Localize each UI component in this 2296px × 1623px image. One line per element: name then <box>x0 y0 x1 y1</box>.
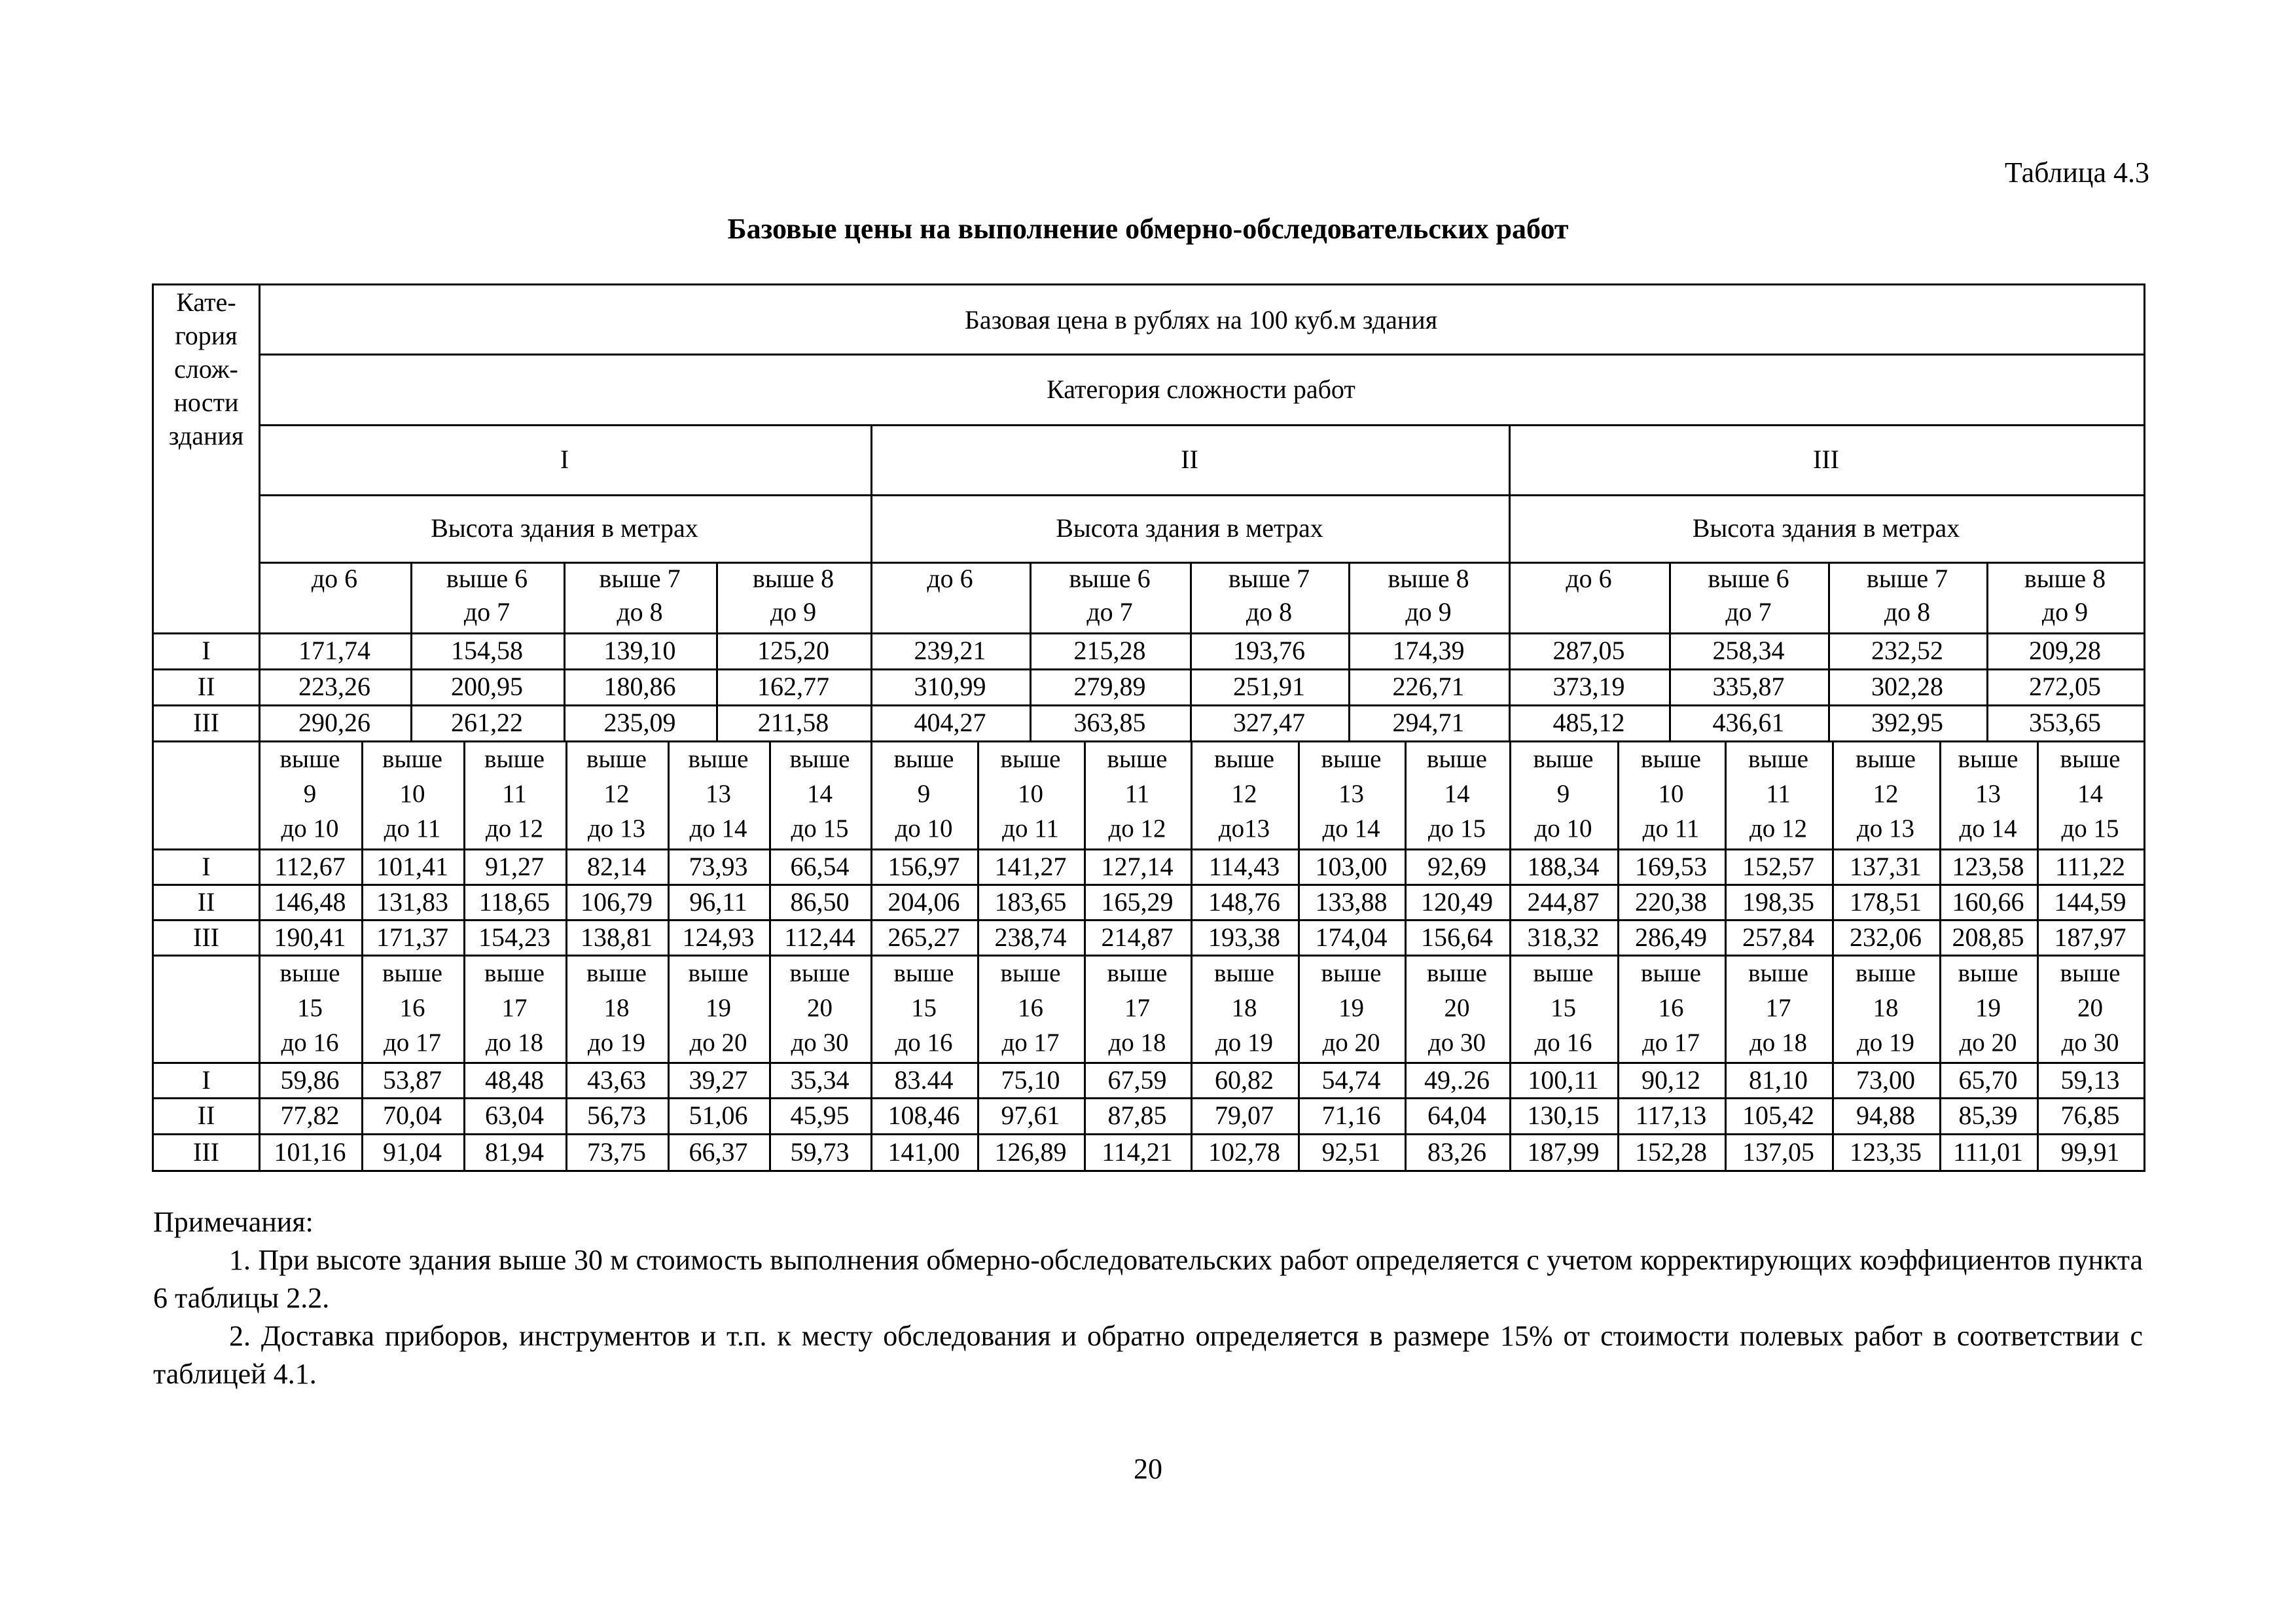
height-range-header: выше 8 до 9 <box>1348 562 1511 634</box>
price-cell: 120,49 <box>1405 884 1511 921</box>
price-cell: 214,87 <box>1084 919 1193 957</box>
price-cell: 148,76 <box>1191 884 1300 921</box>
price-cell: 73,75 <box>565 1133 670 1172</box>
price-cell: 103,00 <box>1298 848 1407 886</box>
base-price-header: Базовая цена в рублях на 100 куб.м здания <box>259 283 2145 356</box>
height-range-header: выше 11 до 12 <box>463 740 567 850</box>
price-cell: 130,15 <box>1509 1097 1619 1135</box>
price-cell: 290,26 <box>259 704 412 742</box>
height-range-header: выше 13 до 14 <box>668 740 771 850</box>
price-cell: 209,28 <box>1986 632 2145 670</box>
row-label: II <box>152 884 260 921</box>
price-cell: 208,85 <box>1939 919 2039 957</box>
price-cell: 49,.26 <box>1405 1062 1511 1099</box>
price-cell: 45,95 <box>769 1097 872 1135</box>
price-cell: 183,65 <box>977 884 1086 921</box>
height-range-header: выше 17 до 18 <box>463 955 567 1064</box>
price-cell: 90,12 <box>1617 1062 1727 1099</box>
height-range-header: выше 16 до 17 <box>361 955 465 1064</box>
price-cell: 272,05 <box>1986 668 2145 706</box>
price-cell: 79,07 <box>1191 1097 1300 1135</box>
price-cell: 294,71 <box>1348 704 1511 742</box>
work-category-1: I <box>259 424 872 496</box>
height-range-header: выше 14 до 15 <box>1405 740 1511 850</box>
price-cell: 73,00 <box>1832 1062 1941 1099</box>
height-range-header: выше 15 до 16 <box>870 955 979 1064</box>
work-category-header: Категория сложности работ <box>259 354 2145 426</box>
height-range-header: выше 20 до 30 <box>769 955 872 1064</box>
price-cell: 114,21 <box>1084 1133 1193 1172</box>
price-cell: 187,99 <box>1509 1133 1619 1172</box>
height-range-header: выше 7 до 8 <box>1828 562 1988 634</box>
price-cell: 127,14 <box>1084 848 1193 886</box>
price-cell: 91,04 <box>361 1133 465 1172</box>
height-range-header: до 6 <box>870 562 1031 634</box>
price-cell: 48,48 <box>463 1062 567 1099</box>
price-cell: 244,87 <box>1509 884 1619 921</box>
height-range-header: выше 18 до 19 <box>1832 955 1941 1064</box>
price-cell: 187,97 <box>2037 919 2145 957</box>
height-range-header: выше 16 до 17 <box>1617 955 1727 1064</box>
price-cell: 162,77 <box>716 668 872 706</box>
height-range-header: выше 8 до 9 <box>1986 562 2145 634</box>
price-cell: 160,66 <box>1939 884 2039 921</box>
price-cell: 318,32 <box>1509 919 1619 957</box>
price-cell: 53,87 <box>361 1062 465 1099</box>
height-range-header: выше 14 до 15 <box>2037 740 2145 850</box>
price-cell: 97,61 <box>977 1097 1086 1135</box>
table-title: Базовые цены на выполнение обмерно-обследовательских работ <box>727 213 1569 245</box>
price-cell: 436,61 <box>1669 704 1830 742</box>
price-cell: 239,21 <box>870 632 1031 670</box>
price-cell: 258,34 <box>1669 632 1830 670</box>
price-cell: 39,27 <box>668 1062 771 1099</box>
page-number: 20 <box>1134 1453 1162 1485</box>
price-cell: 133,88 <box>1298 884 1407 921</box>
price-cell: 198,35 <box>1725 884 1834 921</box>
price-cell: 105,42 <box>1725 1097 1834 1135</box>
height-range-header: выше 7 до 8 <box>564 562 718 634</box>
price-cell: 102,78 <box>1191 1133 1300 1172</box>
height-range-header: выше 11 до 12 <box>1084 740 1193 850</box>
height-range-header: выше 10 до 11 <box>1617 740 1727 850</box>
price-cell: 86,50 <box>769 884 872 921</box>
row-label: III <box>152 704 260 742</box>
height-range-header: выше 12 до 13 <box>565 740 670 850</box>
row-label: III <box>152 919 260 957</box>
row-label: I <box>152 632 260 670</box>
price-cell: 87,85 <box>1084 1097 1193 1135</box>
price-cell: 67,59 <box>1084 1062 1193 1099</box>
price-cell: 81,94 <box>463 1133 567 1172</box>
price-cell: 180,86 <box>564 668 718 706</box>
row-label: II <box>152 1097 260 1135</box>
price-cell: 91,27 <box>463 848 567 886</box>
row-header-empty <box>152 740 260 850</box>
row-header-building-category: Кате- гория слож- ности здания <box>152 283 260 634</box>
height-range-header: выше 18 до 19 <box>1191 955 1300 1064</box>
price-cell: 117,13 <box>1617 1097 1727 1135</box>
price-cell: 111,01 <box>1939 1133 2039 1172</box>
price-cell: 63,04 <box>463 1097 567 1135</box>
price-cell: 373,19 <box>1509 668 1671 706</box>
height-range-header: выше 18 до 19 <box>565 955 670 1064</box>
price-cell: 112,67 <box>259 848 363 886</box>
price-cell: 279,89 <box>1030 668 1192 706</box>
price-cell: 146,48 <box>259 884 363 921</box>
price-cell: 126,89 <box>977 1133 1086 1172</box>
price-cell: 257,84 <box>1725 919 1834 957</box>
price-cell: 327,47 <box>1190 704 1350 742</box>
price-cell: 101,16 <box>259 1133 363 1172</box>
price-cell: 154,23 <box>463 919 567 957</box>
price-cell: 66,37 <box>668 1133 771 1172</box>
price-cell: 220,38 <box>1617 884 1727 921</box>
price-cell: 193,38 <box>1191 919 1300 957</box>
price-cell: 232,06 <box>1832 919 1941 957</box>
height-range-header: выше 9 до 10 <box>259 740 363 850</box>
notes <box>153 1203 2143 1393</box>
height-header: Высота здания в метрах <box>870 494 1511 564</box>
price-cell: 335,87 <box>1669 668 1830 706</box>
work-category-2: II <box>870 424 1511 496</box>
price-table <box>152 283 2144 1174</box>
price-cell: 235,09 <box>564 704 718 742</box>
price-cell: 131,83 <box>361 884 465 921</box>
price-cell: 261,22 <box>410 704 565 742</box>
price-cell: 193,76 <box>1190 632 1350 670</box>
price-cell: 141,00 <box>870 1133 979 1172</box>
price-cell: 144,59 <box>2037 884 2145 921</box>
height-range-header: выше 20 до 30 <box>1405 955 1511 1064</box>
height-range-header: выше 13 до 14 <box>1298 740 1407 850</box>
height-range-header: выше 6 до 7 <box>1030 562 1192 634</box>
height-range-header: выше 17 до 18 <box>1725 955 1834 1064</box>
price-cell: 138,81 <box>565 919 670 957</box>
height-range-header: выше 13 до 14 <box>1939 740 2039 850</box>
price-cell: 141,27 <box>977 848 1086 886</box>
price-cell: 190,41 <box>259 919 363 957</box>
price-cell: 123,35 <box>1832 1133 1941 1172</box>
row-label: II <box>152 668 260 706</box>
row-label: III <box>152 1133 260 1172</box>
price-cell: 156,97 <box>870 848 979 886</box>
price-cell: 156,64 <box>1405 919 1511 957</box>
price-cell: 73,93 <box>668 848 771 886</box>
note-item: 2. Доставка приборов, инструментов и т.п. к месту обследования и обратно определяется в размере 15% от стоимости полевых работ в соответствии с таблицей 4.1. <box>153 1320 2143 1390</box>
price-cell: 51,06 <box>668 1097 771 1135</box>
price-cell: 178,51 <box>1832 884 1941 921</box>
price-cell: 171,37 <box>361 919 465 957</box>
price-cell: 363,85 <box>1030 704 1192 742</box>
price-cell: 310,99 <box>870 668 1031 706</box>
price-cell: 152,57 <box>1725 848 1834 886</box>
price-cell: 60,82 <box>1191 1062 1300 1099</box>
price-cell: 118,65 <box>463 884 567 921</box>
price-cell: 112,44 <box>769 919 872 957</box>
price-cell: 100,11 <box>1509 1062 1619 1099</box>
notes-heading: Примечания: <box>153 1206 314 1238</box>
price-cell: 485,12 <box>1509 704 1671 742</box>
height-range-header: выше 19 до 20 <box>1939 955 2039 1064</box>
price-cell: 54,74 <box>1298 1062 1407 1099</box>
price-cell: 392,95 <box>1828 704 1988 742</box>
price-cell: 108,46 <box>870 1097 979 1135</box>
height-range-header: выше 19 до 20 <box>1298 955 1407 1064</box>
price-cell: 43,63 <box>565 1062 670 1099</box>
price-cell: 238,74 <box>977 919 1086 957</box>
height-range-header: до 6 <box>259 562 412 634</box>
price-cell: 66,54 <box>769 848 872 886</box>
price-cell: 106,79 <box>565 884 670 921</box>
price-cell: 287,05 <box>1509 632 1671 670</box>
price-cell: 353,65 <box>1986 704 2145 742</box>
height-range-header: выше 6 до 7 <box>1669 562 1830 634</box>
price-cell: 404,27 <box>870 704 1031 742</box>
height-range-header: выше 6 до 7 <box>410 562 565 634</box>
price-cell: 215,28 <box>1030 632 1192 670</box>
price-cell: 96,11 <box>668 884 771 921</box>
height-range-header: выше 15 до 16 <box>259 955 363 1064</box>
height-range-header: выше 12 до13 <box>1191 740 1300 850</box>
price-cell: 204,06 <box>870 884 979 921</box>
height-range-header: выше 8 до 9 <box>716 562 872 634</box>
height-range-header: выше 12 до 13 <box>1832 740 1941 850</box>
height-range-header: до 6 <box>1509 562 1671 634</box>
height-range-header: выше 14 до 15 <box>769 740 872 850</box>
price-cell: 82,14 <box>565 848 670 886</box>
price-cell: 114,43 <box>1191 848 1300 886</box>
price-cell: 83.44 <box>870 1062 979 1099</box>
height-range-header: выше 9 до 10 <box>870 740 979 850</box>
price-cell: 154,58 <box>410 632 565 670</box>
price-cell: 125,20 <box>716 632 872 670</box>
height-header: Высота здания в метрах <box>259 494 872 564</box>
price-cell: 123,58 <box>1939 848 2039 886</box>
height-range-header: выше 9 до 10 <box>1509 740 1619 850</box>
price-cell: 35,34 <box>769 1062 872 1099</box>
price-cell: 124,93 <box>668 919 771 957</box>
price-cell: 137,05 <box>1725 1133 1834 1172</box>
price-cell: 226,71 <box>1348 668 1511 706</box>
price-cell: 111,22 <box>2037 848 2145 886</box>
height-range-header: выше 10 до 11 <box>361 740 465 850</box>
price-cell: 137,31 <box>1832 848 1941 886</box>
height-range-header: выше 17 до 18 <box>1084 955 1193 1064</box>
height-range-header: выше 11 до 12 <box>1725 740 1834 850</box>
price-cell: 139,10 <box>564 632 718 670</box>
price-cell: 165,29 <box>1084 884 1193 921</box>
price-cell: 94,88 <box>1832 1097 1941 1135</box>
price-cell: 59,13 <box>2037 1062 2145 1099</box>
price-cell: 251,91 <box>1190 668 1350 706</box>
price-cell: 70,04 <box>361 1097 465 1135</box>
price-cell: 83,26 <box>1405 1133 1511 1172</box>
price-cell: 59,73 <box>769 1133 872 1172</box>
price-cell: 75,10 <box>977 1062 1086 1099</box>
price-cell: 59,86 <box>259 1062 363 1099</box>
price-cell: 71,16 <box>1298 1097 1407 1135</box>
height-range-header: выше 20 до 30 <box>2037 955 2145 1064</box>
price-cell: 200,95 <box>410 668 565 706</box>
price-cell: 174,39 <box>1348 632 1511 670</box>
price-cell: 169,53 <box>1617 848 1727 886</box>
price-cell: 85,39 <box>1939 1097 2039 1135</box>
price-cell: 81,10 <box>1725 1062 1834 1099</box>
row-label: I <box>152 848 260 886</box>
price-cell: 174,04 <box>1298 919 1407 957</box>
price-cell: 92,69 <box>1405 848 1511 886</box>
price-cell: 99,91 <box>2037 1133 2145 1172</box>
table-label: Таблица 4.3 <box>2004 156 2149 189</box>
price-cell: 188,34 <box>1509 848 1619 886</box>
price-cell: 152,28 <box>1617 1133 1727 1172</box>
price-cell: 171,74 <box>259 632 412 670</box>
row-label: I <box>152 1062 260 1099</box>
row-header-empty <box>152 955 260 1064</box>
note-item: 1. При высоте здания выше 30 м стоимость выполнения обмерно-обследовательских работ определяется с учетом корректирующих коэффициентов пункта 6 таблицы 2.2. <box>153 1244 2143 1314</box>
price-cell: 265,27 <box>870 919 979 957</box>
height-range-header: выше 19 до 20 <box>668 955 771 1064</box>
price-cell: 211,58 <box>716 704 872 742</box>
price-cell: 64,04 <box>1405 1097 1511 1135</box>
height-range-header: выше 15 до 16 <box>1509 955 1619 1064</box>
price-cell: 56,73 <box>565 1097 670 1135</box>
price-cell: 92,51 <box>1298 1133 1407 1172</box>
height-range-header: выше 10 до 11 <box>977 740 1086 850</box>
price-cell: 286,49 <box>1617 919 1727 957</box>
price-cell: 101,41 <box>361 848 465 886</box>
height-header: Высота здания в метрах <box>1509 494 2145 564</box>
work-category-3: III <box>1509 424 2145 496</box>
price-cell: 223,26 <box>259 668 412 706</box>
price-cell: 302,28 <box>1828 668 1988 706</box>
price-cell: 232,52 <box>1828 632 1988 670</box>
height-range-header: выше 16 до 17 <box>977 955 1086 1064</box>
height-range-header: выше 7 до 8 <box>1190 562 1350 634</box>
price-cell: 65,70 <box>1939 1062 2039 1099</box>
price-cell: 77,82 <box>259 1097 363 1135</box>
price-cell: 76,85 <box>2037 1097 2145 1135</box>
